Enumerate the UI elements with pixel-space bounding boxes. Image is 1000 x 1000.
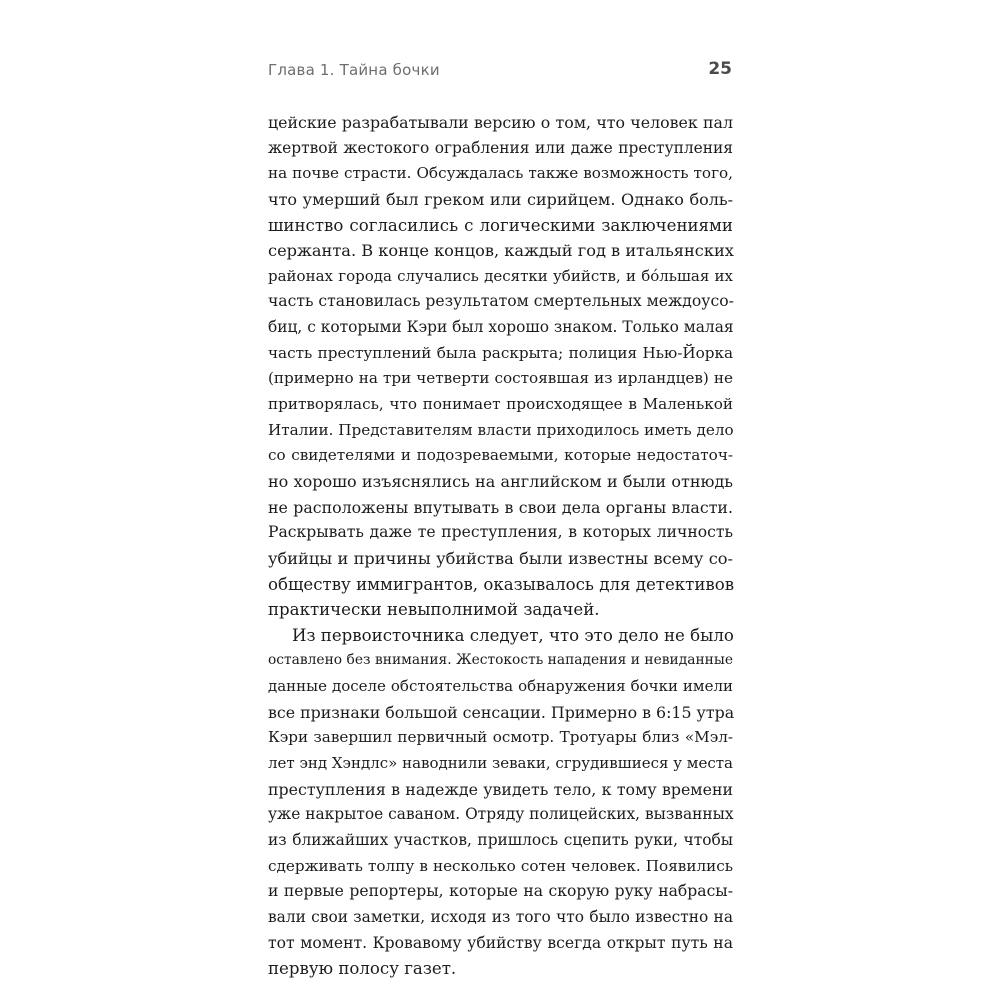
text-line: часть становилась результатом смертельных междоусо- [268, 292, 734, 311]
text-line: вали свои заметки, исходя из того что было известно на [268, 907, 733, 926]
text-line: шинство согласились с логическими заключениями [268, 215, 733, 235]
text-line: тот момент. Кровавому убийству всегда открыт путь на [268, 933, 733, 952]
text-line: районах города случались десятки убийств, и бóльшая их [268, 266, 733, 285]
text-line: из ближайших участков, пришлось сцепить руки, чтобы [268, 830, 733, 849]
page-number: 25 [708, 59, 732, 79]
text-line: что умерший был греком или сирийцем. Однако боль- [268, 189, 733, 209]
text-line: часть преступлений была раскрыта; полиция Нью-Йорка [268, 343, 733, 362]
chapter-title: Глава 1. Тайна бочки [268, 61, 440, 79]
text-line: Кэри завершил первичный осмотр. Тротуары близ «Мэл- [268, 728, 733, 747]
text-line: преступления в надежде увидеть тело, к тому времени [268, 779, 733, 799]
text-line: все признаки большой сенсации. Примерно в 6:15 утра [268, 702, 735, 722]
text-line: Италии. Представителям власти приходилось иметь дело [268, 420, 734, 439]
text-line: убийцы и причины убийства были известны всему со- [268, 548, 733, 568]
text-line: цейские разрабатывали версию о том, что человек пал [268, 113, 733, 132]
text-line: данные доселе обстоятельства обнаружения бочки имели [268, 677, 733, 696]
text-line: сдерживать толпу в несколько сотен человек. Появились [268, 856, 733, 875]
paragraph [268, 623, 733, 982]
text-line: уже накрытое саваном. Отряду полицейских, вызванных [268, 805, 734, 824]
paragraph [268, 110, 733, 623]
text-line: оставлено без внимания. Жестокость нападения и невиданные [268, 652, 733, 669]
text-line: обществу иммигрантов, оказывалось для детективов [268, 574, 735, 594]
text-line: Раскрывать даже те преступления, в которых личность [268, 523, 733, 542]
text-line: не расположены впутывать в свои дела органы власти. [268, 497, 733, 517]
text-line: практически невыполнимой задачей. [268, 600, 600, 620]
text-line: со свидетелями и подозреваемыми, которые недостаточ- [268, 446, 733, 465]
text-line: притворялась, что понимает происходящее в Маленькой [268, 395, 733, 414]
text-line: сержанта. В конце концов, каждый год в итальянских [268, 241, 734, 261]
text-line: первую полосу газет. [268, 959, 457, 979]
text-line: Из первоисточника следует, что это дело не было [292, 625, 734, 645]
text-line: (примерно на три четверти состоявшая из ирландцев) не [268, 369, 733, 388]
running-head [268, 61, 732, 87]
text-line: жертвой жестокого ограбления или даже преступления [268, 138, 733, 157]
text-line: лет энд Хэндлс» наводнили зеваки, сгрудившиеся у места [268, 754, 733, 773]
text-line: биц, с которыми Кэри был хорошо знаком. Только малая [268, 318, 734, 337]
text-line: на почве страсти. Обсуждалась также возможность того, [268, 164, 733, 183]
text-line: но хорошо изъяснялись на английском и были отнюдь [268, 471, 733, 491]
body-text [268, 110, 733, 982]
text-line: и первые репортеры, которые на скорую руку набрасы- [268, 882, 733, 901]
